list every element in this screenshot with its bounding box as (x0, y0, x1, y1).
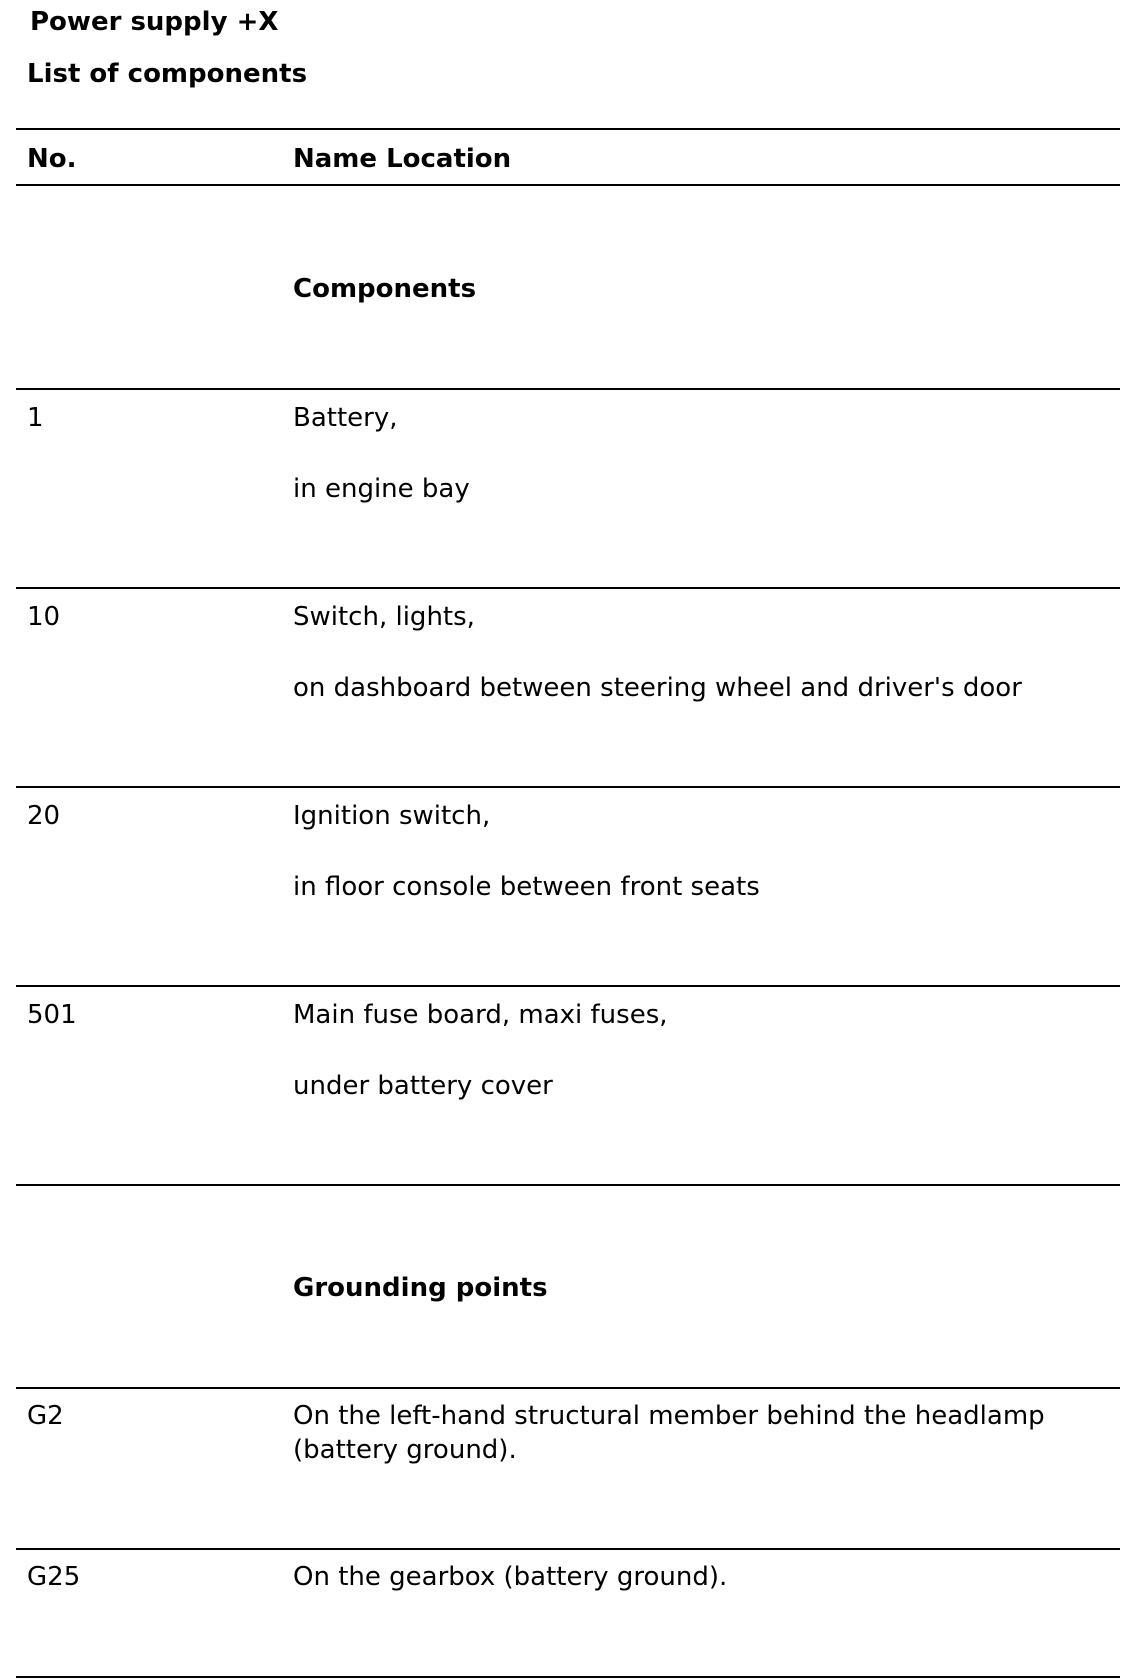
row-divider (16, 388, 1120, 390)
table-bottom-rule (16, 1676, 1120, 1678)
page-title: Power supply +X (30, 7, 279, 37)
row-divider (16, 1387, 1120, 1389)
row-number: 20 (27, 801, 61, 831)
row-divider (16, 786, 1120, 788)
row-text: On the gearbox (battery ground). (293, 1562, 728, 1592)
row-text: On the left-hand structural member behind the headlamp (battery ground). (293, 1401, 1045, 1465)
row-name: Ignition switch, (293, 801, 491, 831)
row-number: G25 (27, 1562, 81, 1592)
header-bottom-rule (16, 184, 1120, 186)
page-subtitle: List of components (27, 59, 308, 89)
row-divider (16, 985, 1120, 987)
section-heading-grounding-points: Grounding points (293, 1273, 548, 1303)
row-name: Main fuse board, maxi fuses, (293, 1000, 668, 1030)
section-heading-components: Components (293, 274, 477, 304)
row-divider (16, 1548, 1120, 1550)
table-top-rule (16, 128, 1120, 130)
row-location: in floor console between front seats (293, 872, 760, 902)
row-divider (16, 587, 1120, 589)
column-header-name-location: Name Location (293, 144, 512, 174)
row-location: under battery cover (293, 1071, 553, 1101)
row-name: Battery, (293, 403, 398, 433)
row-location: in engine bay (293, 474, 470, 504)
row-location: on dashboard between steering wheel and driver's door (293, 673, 1022, 703)
row-name: Switch, lights, (293, 602, 475, 632)
row-number: G2 (27, 1401, 64, 1431)
row-divider (16, 1184, 1120, 1186)
row-number: 1 (27, 403, 44, 433)
row-number: 10 (27, 602, 61, 632)
row-number: 501 (27, 1000, 77, 1030)
column-header-no: No. (27, 144, 77, 174)
